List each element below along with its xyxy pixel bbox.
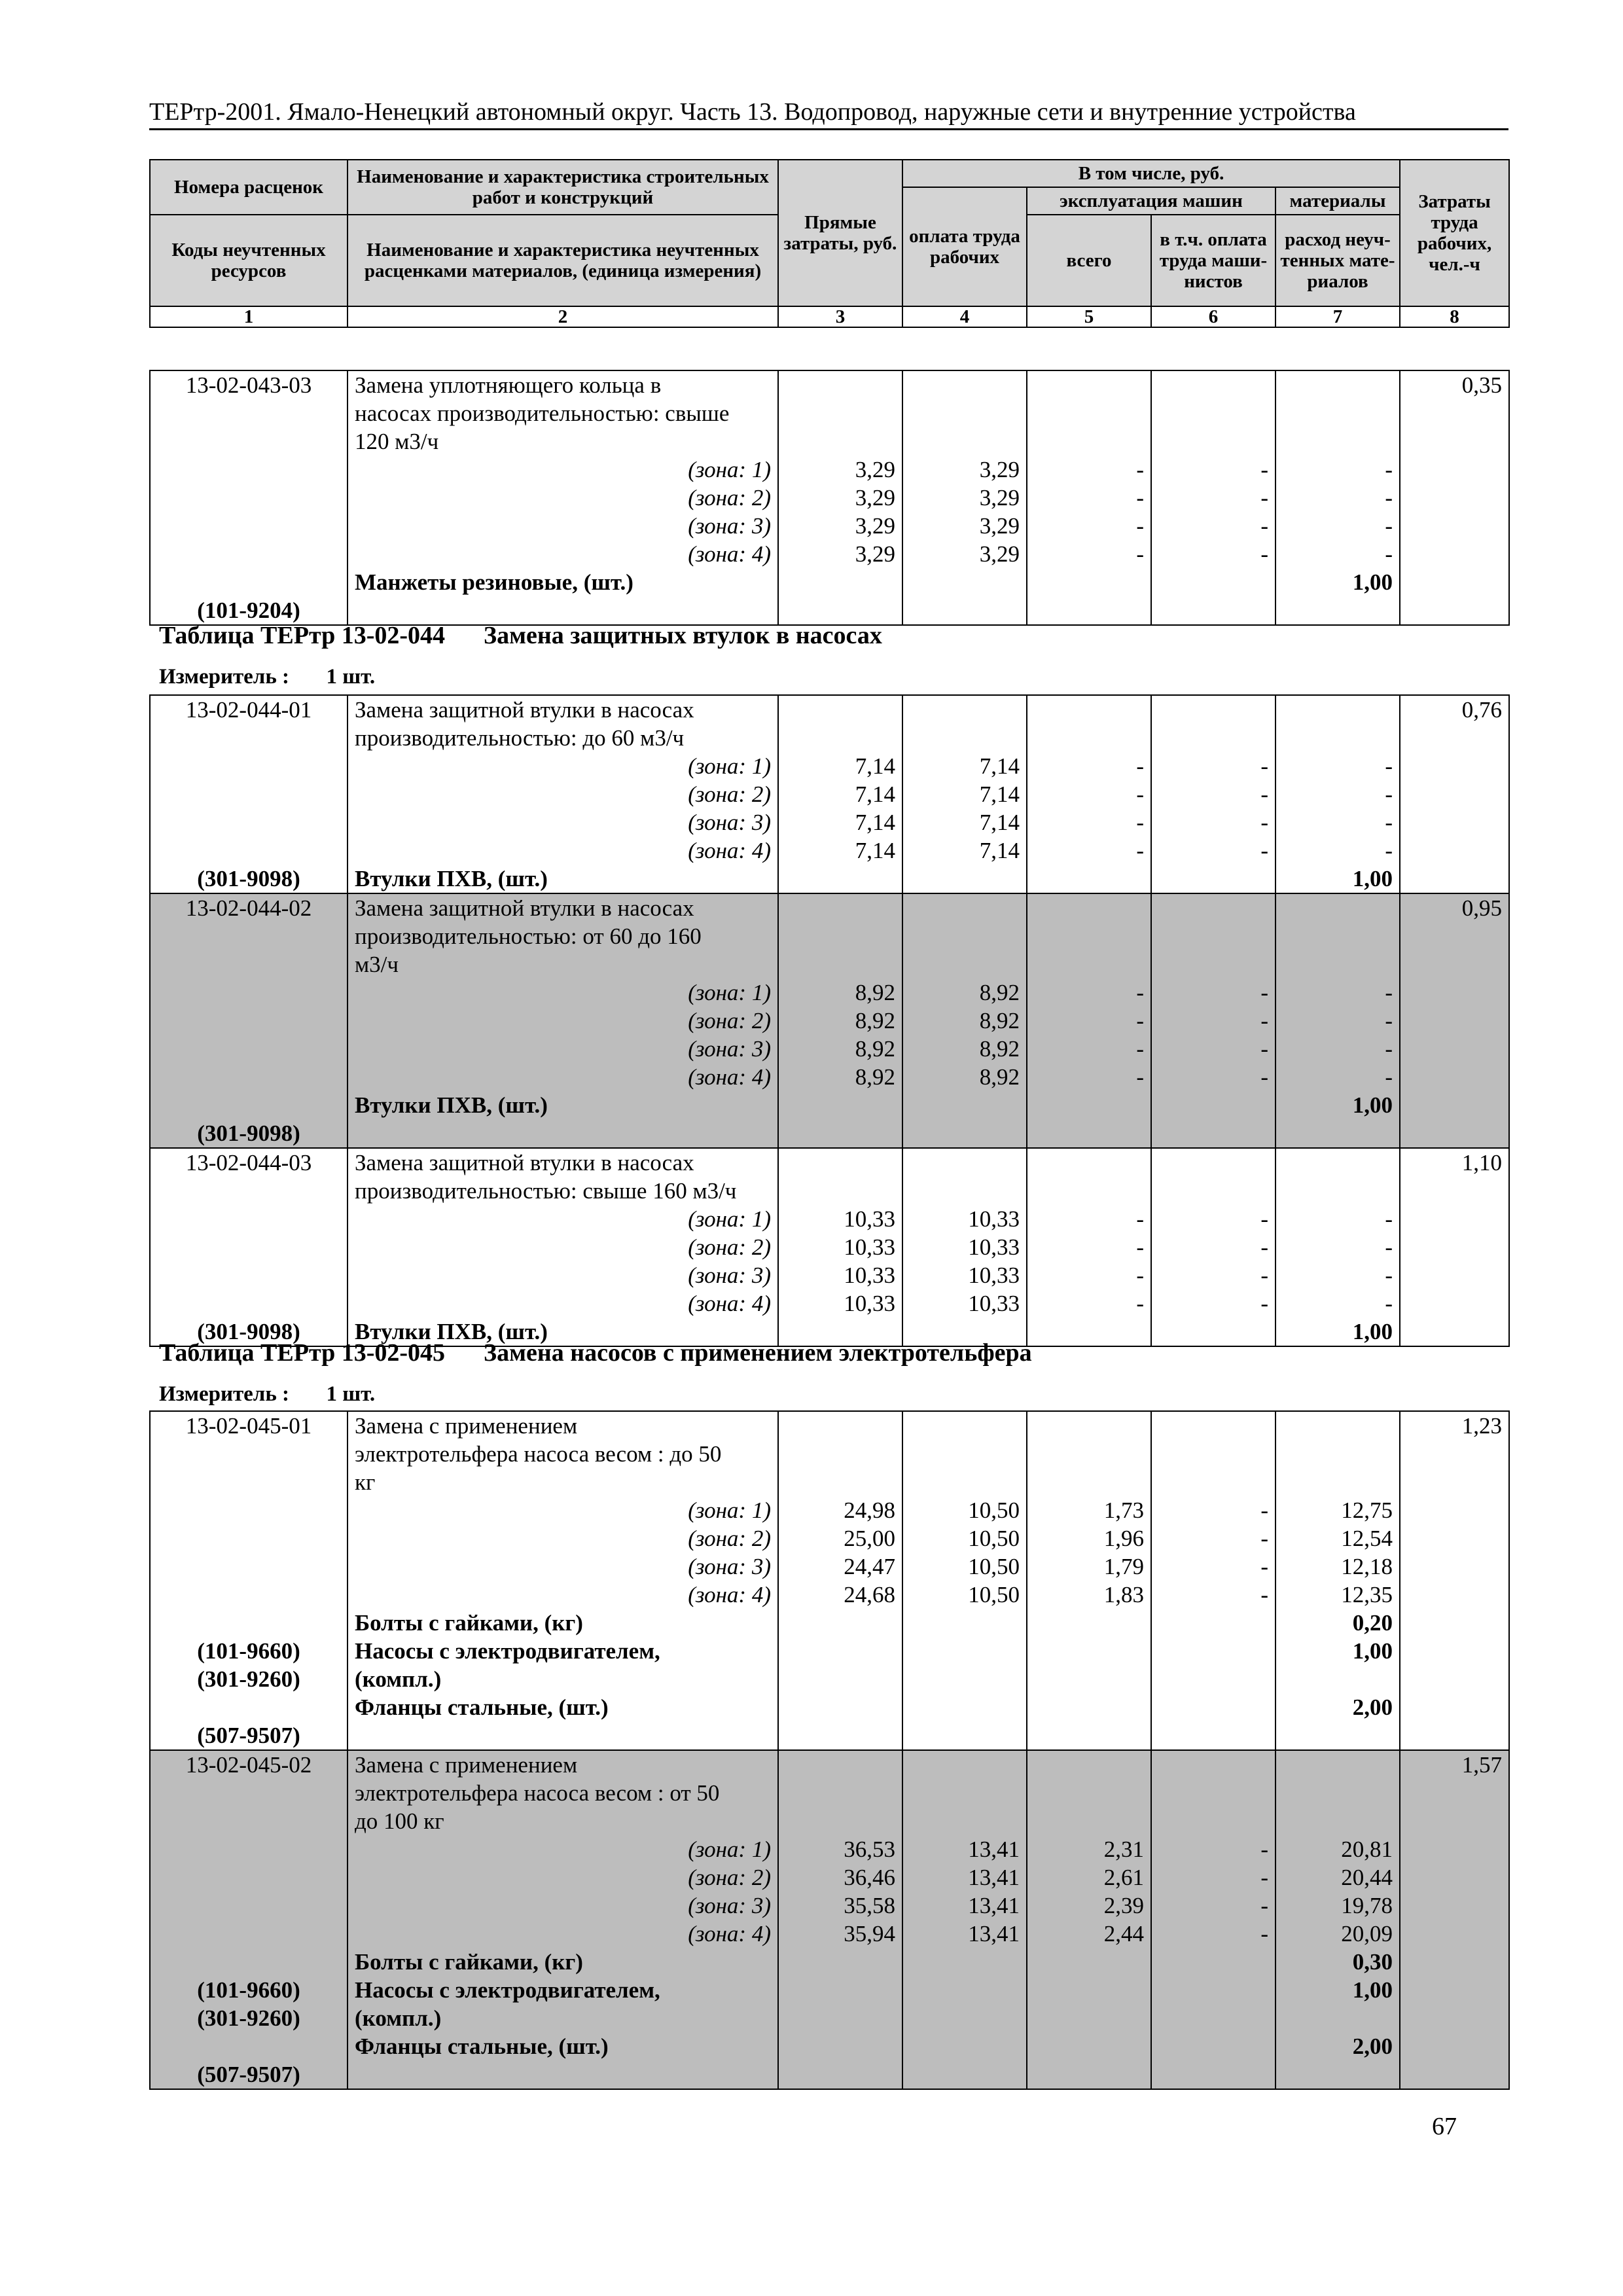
direct-cost-value: 36,46 [844,1865,895,1890]
machinist-pay-value: - [1260,457,1268,482]
rate-name-line: Замена с применением [355,1752,578,1778]
materials-value: - [1385,485,1393,511]
zone-label: (зона: 2) [688,1008,771,1033]
machinist-pay-cell [1151,893,1275,1148]
labor-costs-value: 1,57 [1461,1752,1502,1778]
table-045-number: Таблица ТЕРтр 13-02-045 [159,1339,446,1367]
machinist-pay-value: - [1260,1837,1268,1862]
direct-cost-value: 3,29 [855,541,895,567]
direct-costs-cell [778,370,902,625]
materials-value: - [1385,753,1393,779]
rate-name-line: производительностью: до 60 м3/ч [355,725,685,751]
rate-name-line: Замена защитной втулки в насосах [355,697,694,723]
zone-label: (зона: 1) [688,457,771,482]
column-header-table [149,159,1510,328]
direct-cost-value: 8,92 [855,980,895,1005]
machine-total-cell [1027,1750,1151,2089]
machinist-pay-value: - [1260,1263,1268,1288]
labor-pay-value: 7,14 [979,810,1020,835]
resource-name: Болты с гайками, (кг) [355,1610,583,1636]
materials-value: - [1385,1008,1393,1033]
machinist-pay-value: - [1260,781,1268,807]
zone-label: (зона: 4) [688,541,771,567]
rate-name-cell [348,370,778,625]
direct-cost-value: 25,00 [844,1526,895,1551]
rate-name-cell [348,1148,778,1346]
header-labor-pay: оплата труда рабочих [902,187,1027,306]
resource-quantity: 1,00 [1352,1638,1393,1664]
resource-code: (301-9260) [197,2005,300,2031]
zone-label: (зона: 1) [688,1498,771,1523]
rate-code: 13-02-044-03 [185,1150,312,1175]
materials-value: 20,81 [1341,1837,1393,1862]
zone-label: (зона: 1) [688,980,771,1005]
zone-label: (зона: 2) [688,1865,771,1890]
rate-code: 13-02-043-03 [185,372,312,398]
rate-code-cell [150,370,348,625]
rate-name-cell [348,893,778,1148]
labor-pay-value: 10,50 [968,1554,1020,1579]
materials-value: - [1385,457,1393,482]
machine-total-value: - [1136,1064,1144,1090]
table-044-caption: Замена защитных втулок в насосах [484,622,882,649]
machine-total-value: - [1136,485,1144,511]
labor-pay-value: 3,29 [979,541,1020,567]
materials-cell [1275,695,1400,893]
materials-value: 20,44 [1341,1865,1393,1890]
materials-value: 12,75 [1341,1498,1393,1523]
materials-value: 12,35 [1341,1582,1393,1607]
labor-costs-cell [1400,370,1509,625]
machinist-pay-value: - [1260,1008,1268,1033]
materials-value: 12,18 [1341,1554,1393,1579]
machine-total-value: - [1136,1206,1144,1232]
zone-label: (зона: 4) [688,838,771,863]
machine-total-value: - [1136,541,1144,567]
direct-cost-value: 7,14 [855,753,895,779]
header-including: В том числе, руб. [902,160,1400,187]
labor-pay-value: 13,41 [968,1837,1020,1862]
resource-name: Насосы с электродвигателем, [355,1977,660,2003]
header-direct-costs: Прямые затраты, руб. [778,160,902,306]
resource-name: Втулки ПХВ, (шт.) [355,1319,548,1344]
materials-value: - [1385,1291,1393,1316]
resource-quantity: 1,00 [1352,1977,1393,2003]
table-045-title [159,1338,1032,1368]
machine-total-value: - [1136,810,1144,835]
rate-code-cell [150,1411,348,1750]
rate-name-line: м3/ч [355,952,399,977]
rate-code-cell [150,1148,348,1346]
labor-pay-value: 3,29 [979,513,1020,539]
resource-quantity: 1,00 [1352,1319,1393,1344]
rate-table-044 [149,694,1510,1347]
column-number: 2 [348,306,778,327]
machinist-pay-value: - [1260,1865,1268,1890]
header-rule [149,128,1508,130]
rate-code-cell [150,893,348,1148]
rate-row-13-02-045-02 [150,1750,1509,2089]
header-materials: материалы [1275,187,1400,215]
rate-row-13-02-045-01 [150,1411,1509,1750]
resource-quantity: 1,00 [1352,1092,1393,1118]
labor-costs-cell [1400,1411,1509,1750]
zone-label: (зона: 3) [688,1263,771,1288]
machine-total-value: - [1136,781,1144,807]
resource-quantity: 2,00 [1352,2034,1393,2059]
resource-name: Втулки ПХВ, (шт.) [355,1092,548,1118]
machine-total-value: 2,44 [1103,1921,1144,1946]
materials-value: - [1385,838,1393,863]
zone-label: (зона: 3) [688,1554,771,1579]
machinist-pay-value: - [1260,838,1268,863]
machinist-pay-cell [1151,1148,1275,1346]
resource-quantity: 2,00 [1352,1695,1393,1720]
rate-name-cell [348,1411,778,1750]
column-number: 5 [1027,306,1151,327]
rate-name-line: Замена с применением [355,1413,578,1439]
rate-row-13-02-043-03 [150,370,1509,625]
rate-name-line: кг [355,1469,376,1495]
machinist-pay-value: - [1260,1036,1268,1062]
materials-cell [1275,1411,1400,1750]
labor-pay-value: 7,14 [979,753,1020,779]
direct-cost-value: 36,53 [844,1837,895,1862]
labor-pay-value: 10,50 [968,1582,1020,1607]
labor-pay-cell [902,1411,1027,1750]
materials-value: 19,78 [1341,1893,1393,1918]
machine-total-value: 1,83 [1103,1582,1144,1607]
rate-name-line: до 100 кг [355,1808,444,1834]
machine-total-value: - [1136,1291,1144,1316]
direct-cost-value: 7,14 [855,838,895,863]
machine-total-value: - [1136,980,1144,1005]
machine-total-cell [1027,370,1151,625]
rate-name-cell [348,695,778,893]
labor-costs-value: 0,76 [1461,697,1502,723]
machinist-pay-value: - [1260,485,1268,511]
labor-costs-cell [1400,1750,1509,2089]
rate-name-line: Замена уплотняющего кольца в [355,372,662,398]
zone-label: (зона: 2) [688,1526,771,1551]
resource-code: (301-9260) [197,1666,300,1692]
resource-code: (507-9507) [197,2062,300,2087]
machine-total-value: - [1136,1036,1144,1062]
zone-label: (зона: 2) [688,1234,771,1260]
column-number: 4 [902,306,1027,327]
labor-pay-cell [902,893,1027,1148]
direct-cost-value: 8,92 [855,1036,895,1062]
rate-table-045 [149,1410,1510,2090]
labor-pay-value: 13,41 [968,1893,1020,1918]
rate-code-cell [150,1750,348,2089]
direct-cost-value: 24,98 [844,1498,895,1523]
labor-pay-value: 10,33 [968,1234,1020,1260]
table-044-title [159,620,882,651]
machinist-pay-value: - [1260,1234,1268,1260]
materials-cell [1275,1148,1400,1346]
header-machine-operation: эксплуатация машин [1027,187,1275,215]
header-work-name: Наименование и характеристика строительных работ и конструкций [348,160,778,215]
rate-name-line: электротельфера насоса весом : до 50 [355,1441,722,1467]
resource-name: Фланцы стальные, (шт.) [355,1695,609,1720]
direct-costs-cell [778,1411,902,1750]
machine-total-value: - [1136,1008,1144,1033]
resource-name: (компл.) [355,2005,442,2031]
header-material-name: Наименование и характеристика неучтенных расценками материалов, (единица измерения) [348,215,778,306]
table-045-measure [159,1381,375,1407]
direct-cost-value: 8,92 [855,1064,895,1090]
labor-pay-value: 3,29 [979,457,1020,482]
machinist-pay-cell [1151,1750,1275,2089]
machinist-pay-value: - [1260,541,1268,567]
machine-total-value: 2,39 [1103,1893,1144,1918]
rate-name-line: насосах производительностью: свыше [355,401,730,426]
materials-cell [1275,893,1400,1148]
machinist-pay-cell [1151,370,1275,625]
rate-code: 13-02-045-01 [185,1413,312,1439]
direct-cost-value: 10,33 [844,1263,895,1288]
labor-costs-value: 0,35 [1461,372,1502,398]
zone-label: (зона: 2) [688,781,771,807]
machine-total-value: 1,73 [1103,1498,1144,1523]
resource-code: (301-9098) [197,866,300,891]
table-044-measure [159,664,375,690]
machinist-pay-value: - [1260,1291,1268,1316]
page-header: ТЕРтр-2001. Ямало-Ненецкий автономный округ. Часть 13. Водопровод, наружные сети и внутренние устройства [149,98,1356,126]
direct-cost-value: 24,47 [844,1554,895,1579]
measure-value: 1 шт. [326,665,376,689]
direct-cost-value: 7,14 [855,810,895,835]
labor-pay-value: 3,29 [979,485,1020,511]
direct-cost-value: 35,58 [844,1893,895,1918]
zone-label: (зона: 3) [688,513,771,539]
measure-label: Измеритель : [159,665,290,689]
zone-label: (зона: 1) [688,1206,771,1232]
materials-value: 12,54 [1341,1526,1393,1551]
direct-costs-cell [778,1148,902,1346]
machine-total-value: - [1136,1263,1144,1288]
direct-costs-cell [778,1750,902,2089]
resource-code: (101-9204) [197,598,300,623]
labor-pay-value: 8,92 [979,1036,1020,1062]
machine-total-value: 1,79 [1103,1554,1144,1579]
zone-label: (зона: 3) [688,1036,771,1062]
materials-value: 20,09 [1341,1921,1393,1946]
direct-cost-value: 10,33 [844,1234,895,1260]
header-resource-codes: Коды неучтенных ресурсов [150,215,348,306]
machine-total-cell [1027,1411,1151,1750]
resource-name: Манжеты резиновые, (шт.) [355,569,633,595]
zone-label: (зона: 3) [688,1893,771,1918]
labor-pay-value: 13,41 [968,1921,1020,1946]
labor-costs-cell [1400,893,1509,1148]
labor-pay-value: 7,14 [979,838,1020,863]
header-machinist-pay: в т.ч. оплата труда маши- нистов [1151,215,1275,306]
header-material-consumption: расход неуч- тенных мате- риалов [1275,215,1400,306]
labor-costs-value: 0,95 [1461,895,1502,921]
zone-label: (зона: 4) [688,1064,771,1090]
resource-code: (301-9098) [197,1121,300,1146]
materials-value: - [1385,1234,1393,1260]
direct-cost-value: 35,94 [844,1921,895,1946]
machinist-pay-value: - [1260,753,1268,779]
resource-code: (101-9660) [197,1638,300,1664]
labor-pay-value: 8,92 [979,1008,1020,1033]
page-number: 67 [1432,2113,1457,2140]
machinist-pay-value: - [1260,1582,1268,1607]
table-045-caption: Замена насосов с применением электротельфера [484,1339,1032,1367]
resource-name: (компл.) [355,1666,442,1692]
direct-cost-value: 10,33 [844,1291,895,1316]
resource-code: (301-9098) [197,1319,300,1344]
machine-total-value: 2,61 [1103,1865,1144,1890]
labor-pay-cell [902,1148,1027,1346]
materials-cell [1275,1750,1400,2089]
direct-cost-value: 8,92 [855,1008,895,1033]
resource-quantity: 1,00 [1352,866,1393,891]
machine-total-value: - [1136,753,1144,779]
labor-pay-value: 8,92 [979,1064,1020,1090]
rate-table-043 [149,370,1510,626]
rate-name-line: производительностью: от 60 до 160 [355,924,702,949]
resource-code: (507-9507) [197,1723,300,1748]
machinist-pay-value: - [1260,1526,1268,1551]
labor-costs-value: 1,10 [1461,1150,1502,1175]
direct-cost-value: 3,29 [855,485,895,511]
labor-pay-value: 13,41 [968,1865,1020,1890]
resource-name: Насосы с электродвигателем, [355,1638,660,1664]
measure-value: 1 шт. [326,1382,376,1406]
resource-name: Болты с гайками, (кг) [355,1949,583,1975]
materials-value: - [1385,781,1393,807]
measure-label: Измеритель : [159,1382,290,1406]
labor-costs-cell [1400,1148,1509,1346]
labor-costs-cell [1400,695,1509,893]
labor-pay-value: 8,92 [979,980,1020,1005]
machine-total-value: 1,96 [1103,1526,1144,1551]
column-number: 6 [1151,306,1275,327]
rate-row-13-02-044-01 [150,695,1509,893]
header-labor-costs: Затраты труда рабочих, чел.-ч [1400,160,1509,306]
materials-value: - [1385,513,1393,539]
zone-label: (зона: 4) [688,1582,771,1607]
direct-cost-value: 3,29 [855,457,895,482]
column-number: 8 [1400,306,1509,327]
direct-cost-value: 3,29 [855,513,895,539]
zone-label: (зона: 1) [688,753,771,779]
rate-row-13-02-044-02 [150,893,1509,1148]
zone-label: (зона: 4) [688,1921,771,1946]
rate-code: 13-02-044-01 [185,697,312,723]
machine-total-value: - [1136,838,1144,863]
materials-value: - [1385,1206,1393,1232]
zone-label: (зона: 1) [688,1837,771,1862]
direct-costs-cell [778,695,902,893]
labor-pay-value: 10,33 [968,1263,1020,1288]
resource-quantity: 1,00 [1352,569,1393,595]
machinist-pay-cell [1151,1411,1275,1750]
machinist-pay-value: - [1260,810,1268,835]
materials-value: - [1385,1263,1393,1288]
machinist-pay-value: - [1260,1554,1268,1579]
machinist-pay-value: - [1260,513,1268,539]
rate-name-line: электротельфера насоса весом : от 50 [355,1780,720,1806]
zone-label: (зона: 4) [688,1291,771,1316]
materials-value: - [1385,980,1393,1005]
labor-pay-cell [902,695,1027,893]
rate-name-line: производительностью: свыше 160 м3/ч [355,1178,737,1204]
machine-total-value: - [1136,513,1144,539]
labor-pay-value: 10,50 [968,1498,1020,1523]
rate-code: 13-02-044-02 [185,895,312,921]
labor-pay-value: 7,14 [979,781,1020,807]
header-rate-numbers: Номера расценок [150,160,348,215]
machine-total-value: - [1136,457,1144,482]
labor-pay-cell [902,1750,1027,2089]
machinist-pay-value: - [1260,980,1268,1005]
direct-cost-value: 24,68 [844,1582,895,1607]
materials-value: - [1385,810,1393,835]
direct-cost-value: 7,14 [855,781,895,807]
rate-code: 13-02-045-02 [185,1752,312,1778]
labor-pay-value: 10,33 [968,1291,1020,1316]
labor-pay-value: 10,33 [968,1206,1020,1232]
labor-pay-value: 10,50 [968,1526,1020,1551]
materials-value: - [1385,541,1393,567]
resource-name: Втулки ПХВ, (шт.) [355,866,548,891]
machinist-pay-value: - [1260,1206,1268,1232]
labor-pay-cell [902,370,1027,625]
rate-name-line: 120 м3/ч [355,429,439,454]
machine-total-value: 2,31 [1103,1837,1144,1862]
table-044-number: Таблица ТЕРтр 13-02-044 [159,622,446,649]
machinist-pay-value: - [1260,1064,1268,1090]
rate-name-line: Замена защитной втулки в насосах [355,895,694,921]
machinist-pay-value: - [1260,1893,1268,1918]
resource-code: (101-9660) [197,1977,300,2003]
machinist-pay-cell [1151,695,1275,893]
rate-name-line: Замена защитной втулки в насосах [355,1150,694,1175]
column-number: 7 [1275,306,1400,327]
machinist-pay-value: - [1260,1921,1268,1946]
materials-cell [1275,370,1400,625]
zone-label: (зона: 3) [688,810,771,835]
resource-quantity: 0,20 [1352,1610,1393,1636]
zone-label: (зона: 2) [688,485,771,511]
column-number: 1 [150,306,348,327]
machine-total-cell [1027,1148,1151,1346]
labor-costs-value: 1,23 [1461,1413,1502,1439]
rate-name-cell [348,1750,778,2089]
machine-total-cell [1027,893,1151,1148]
machinist-pay-value: - [1260,1498,1268,1523]
direct-costs-cell [778,893,902,1148]
resource-name: Фланцы стальные, (шт.) [355,2034,609,2059]
direct-cost-value: 10,33 [844,1206,895,1232]
column-number: 3 [778,306,902,327]
materials-value: - [1385,1064,1393,1090]
header-machine-total: всего [1027,215,1151,306]
rate-code-cell [150,695,348,893]
rate-row-13-02-044-03 [150,1148,1509,1346]
resource-quantity: 0,30 [1352,1949,1393,1975]
materials-value: - [1385,1036,1393,1062]
machine-total-cell [1027,695,1151,893]
machine-total-value: - [1136,1234,1144,1260]
